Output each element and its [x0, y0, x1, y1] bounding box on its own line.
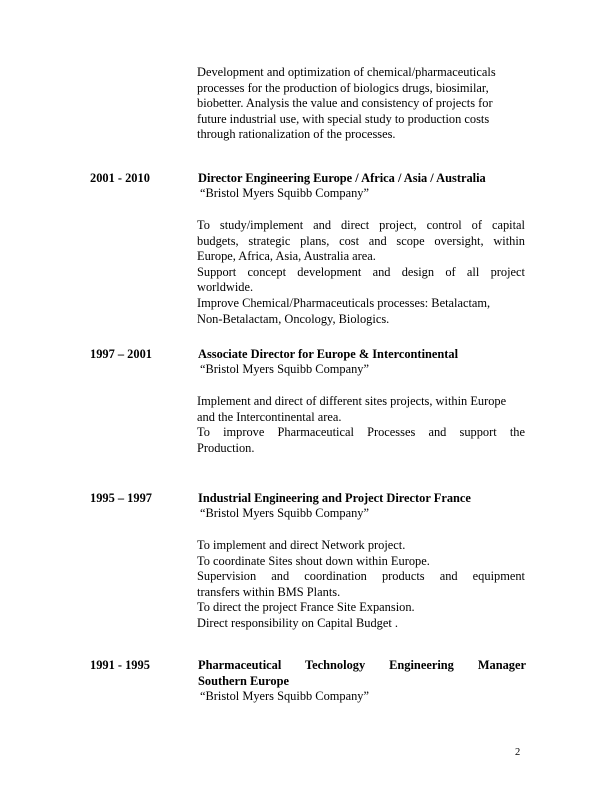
description-line: To coordinate Sites shout down within Europe.	[197, 553, 430, 568]
description-line: Supervision and coordination products and equipment	[197, 569, 525, 584]
description-line: Production.	[197, 440, 255, 455]
job-dates: 1997 – 2001	[90, 347, 152, 361]
intro-line: biobetter. Analysis the value and consistency of projects for	[197, 96, 493, 111]
job-dates: 1991 - 1995	[90, 658, 150, 672]
page-number: 2	[515, 747, 521, 758]
description-line: transfers within BMS Plants.	[197, 584, 341, 599]
job-title: Associate Director for Europe & Intercontinental	[198, 347, 459, 361]
description-line: Europe, Africa, Asia, Australia area.	[197, 249, 376, 264]
job-company: “Bristol Myers Squibb Company”	[200, 689, 369, 703]
intro-line: processes for the production of biologics drugs, biosimilar,	[197, 80, 489, 95]
description-line: Implement and direct of different sites projects, within Europe	[197, 394, 507, 408]
intro-line: through rationalization of the processes.	[197, 127, 396, 142]
intro-line: Development and optimization of chemical/pharmaceuticals	[197, 65, 496, 79]
intro-line: future industrial use, with special study to production costs	[197, 111, 490, 126]
job-description	[197, 394, 525, 456]
job-company: “Bristol Myers Squibb Company”	[200, 362, 369, 376]
job-title: Industrial Engineering and Project Director France	[198, 491, 471, 505]
description-line: Improve Chemical/Pharmaceuticals processes: Betalactam,	[197, 295, 491, 310]
job-dates: 1995 – 1997	[90, 491, 152, 505]
description-line: worldwide.	[197, 280, 254, 295]
job-description	[197, 218, 525, 327]
description-line: Support concept development and design of all project	[197, 264, 525, 279]
description-line: Direct responsibility on Capital Budget .	[197, 615, 398, 630]
description-line: To study/implement and direct project, control of capital	[197, 218, 525, 232]
job-company: “Bristol Myers Squibb Company”	[200, 186, 369, 200]
description-line: To direct the project France Site Expansion.	[197, 600, 415, 615]
description-line: budgets, strategic plans, cost and scope oversight, within	[197, 233, 525, 248]
description-line: and the Intercontinental area.	[197, 409, 342, 424]
job-title-line: Pharmaceutical Technology Engineering Manager	[198, 658, 526, 672]
description-line: To improve Pharmaceutical Processes and support the	[197, 425, 525, 440]
job-title-line: Southern Europe	[198, 673, 289, 688]
job-dates: 2001 - 2010	[90, 171, 150, 185]
job-title	[198, 658, 526, 689]
job-description	[197, 538, 525, 632]
intro-paragraph	[197, 65, 525, 143]
job-title: Director Engineering Europe / Africa / Asia / Australia	[198, 171, 486, 185]
description-line: To implement and direct Network project.	[197, 538, 406, 552]
description-line: Non-Betalactam, Oncology, Biologics.	[197, 311, 390, 326]
job-company: “Bristol Myers Squibb Company”	[200, 506, 369, 520]
